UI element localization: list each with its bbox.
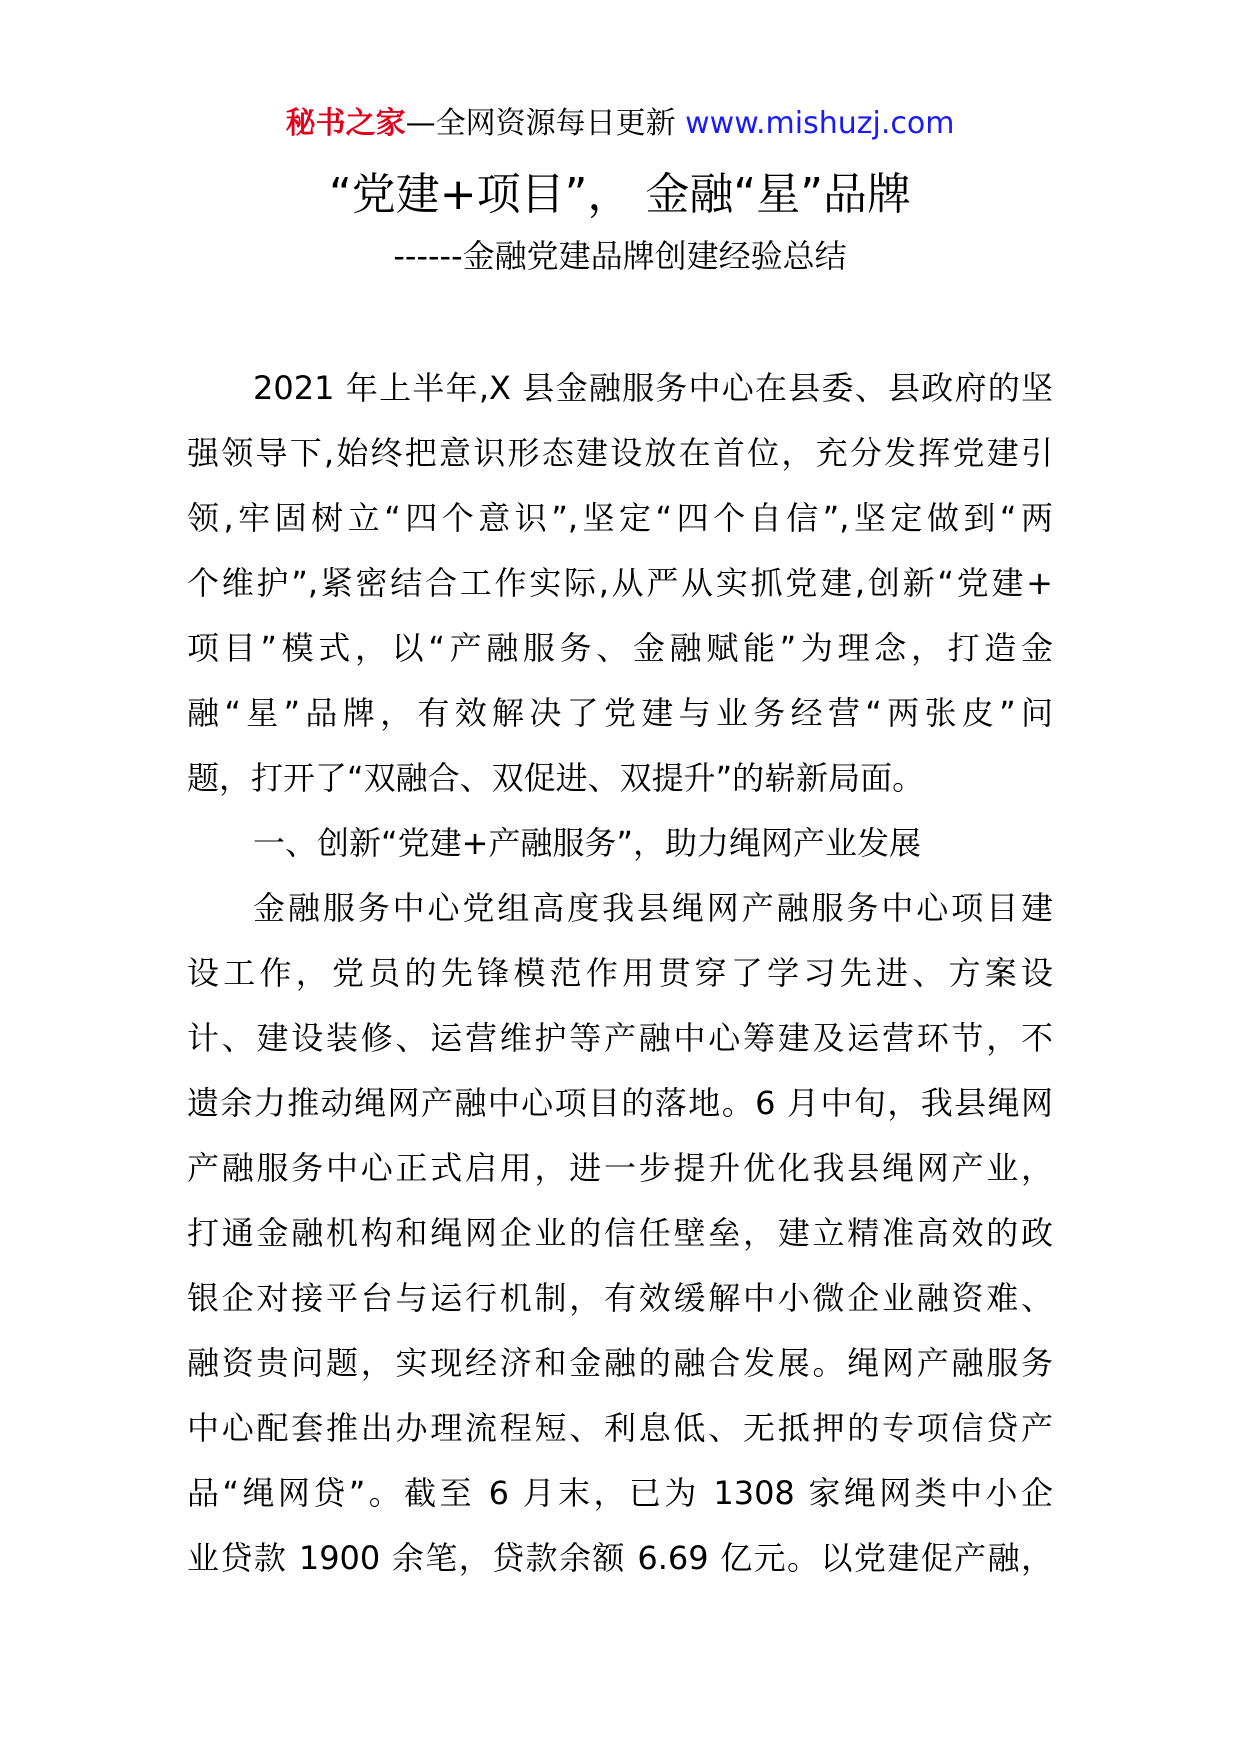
section-heading: 一、创新“党建+产融服务”，助力绳网产业发展	[253, 824, 921, 862]
paragraph-line: 2021 年上半年,X 县金融服务中心在县委、县政府的坚	[253, 369, 1053, 407]
paragraph-line: 产融服务中心正式启用，进一步提升优化我县绳网产业，	[187, 1149, 1053, 1187]
site-tagline: —全网资源每日更新	[405, 106, 676, 141]
site-url-link[interactable]: www.mishuzj.com	[685, 106, 955, 141]
paragraph-line: 业贷款 1900 余笔，贷款余额 6.69 亿元。以党建促产融，	[187, 1539, 1053, 1577]
document-body	[187, 356, 1053, 1591]
paragraph-line: 银企对接平台与运行机制，有效缓解中小微企业融资难、	[187, 1279, 1053, 1317]
document-title: “党建+项目”， 金融“星”品牌	[328, 169, 912, 220]
paragraph-line: 设工作，党员的先锋模范作用贯穿了学习先进、方案设	[187, 954, 1053, 992]
paragraph-line: 融“星”品牌，有效解决了党建与业务经营“两张皮”问	[187, 694, 1053, 732]
paragraph-line: 中心配套推出办理流程短、利息低、无抵押的专项信贷产	[187, 1409, 1053, 1447]
paragraph-line: 项目”模式，以“产融服务、金融赋能”为理念，打造金	[187, 629, 1053, 667]
paragraph-line: 遗余力推动绳网产融中心项目的落地。6 月中旬，我县绳网	[187, 1084, 1053, 1122]
site-header	[0, 102, 1240, 146]
paragraph-line: 打通金融机构和绳网企业的信任壁垒，建立精准高效的政	[187, 1214, 1053, 1252]
paragraph-line: 融资贵问题，实现经济和金融的融合发展。绳网产融服务	[187, 1344, 1053, 1382]
paragraph-line: 计、建设装修、运营维护等产融中心筹建及运营环节，不	[187, 1019, 1053, 1057]
document-subtitle: ------金融党建品牌创建经验总结	[393, 237, 847, 275]
paragraph-line: 领,牢固树立“四个意识”,坚定“四个自信”,坚定做到“两	[187, 499, 1053, 537]
paragraph-line: 个维护”,紧密结合工作实际,从严从实抓党建,创新“党建+	[187, 564, 1053, 602]
paragraph-line: 强领导下,始终把意识形态建设放在首位，充分发挥党建引	[187, 434, 1053, 472]
brand-name: 秘书之家	[285, 106, 406, 141]
paragraph-line: 金融服务中心党组高度我县绳网产融服务中心项目建	[253, 889, 1053, 927]
paragraph-line: 题，打开了“双融合、双促进、双提升”的崭新局面。	[187, 759, 925, 797]
paragraph-line: 品“绳网贷”。截至 6 月末，已为 1308 家绳网类中小企	[187, 1474, 1053, 1512]
